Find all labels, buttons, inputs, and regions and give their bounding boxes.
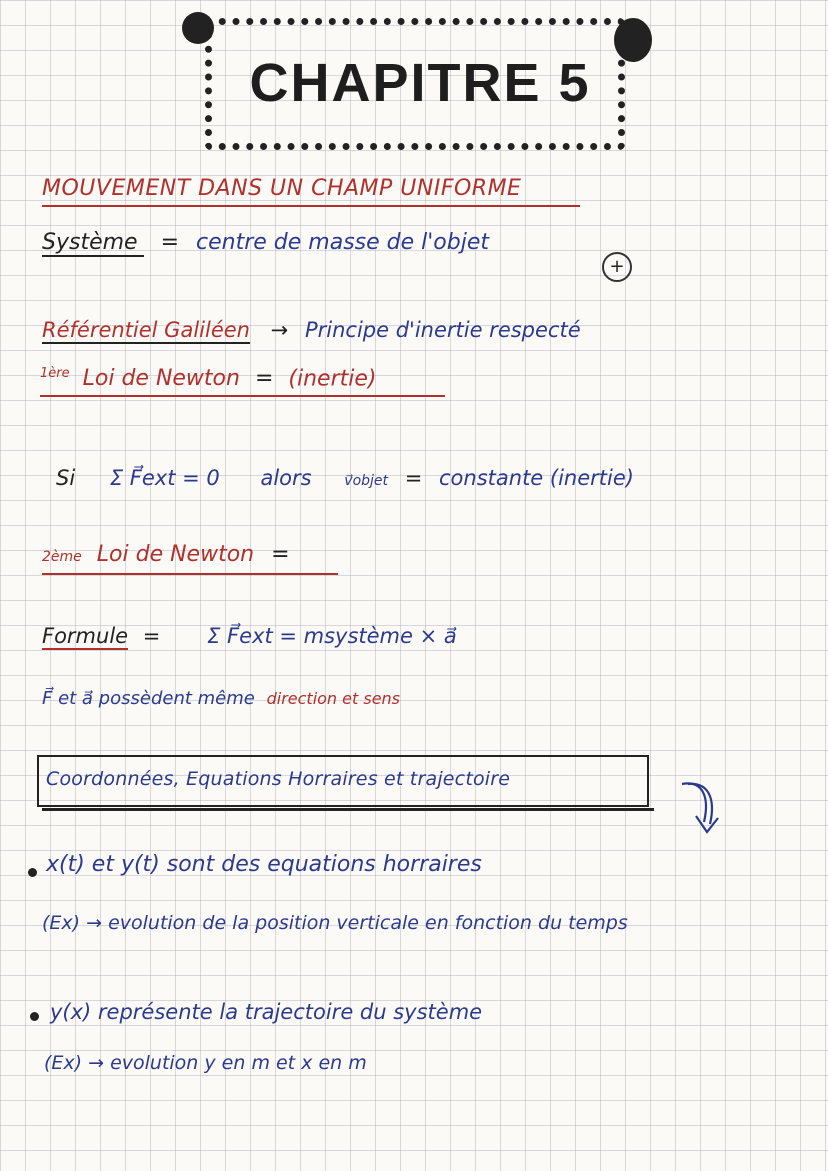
systeme-text: centre de masse de l'objet: [196, 230, 489, 255]
loi1-text: (inertie): [288, 366, 377, 392]
referentiel-text: Principe d'inertie respecté: [304, 318, 581, 342]
loi2-label: Loi de Newton: [96, 542, 255, 567]
curved-arrow-icon: [678, 778, 724, 838]
si-alors: alors: [260, 466, 312, 490]
referentiel-label: Référentiel Galiléen: [42, 318, 250, 342]
loi2-eq: =: [271, 542, 290, 567]
formule-expr: Σ F⃗ext = msystème × a⃗: [207, 624, 457, 648]
formule-eq: =: [142, 624, 161, 648]
title-frame-dot-left: [182, 12, 214, 44]
loi1-line: [40, 366, 445, 397]
formule-line: [42, 624, 457, 648]
referentiel-line: [42, 318, 581, 342]
loi2-sup: 2ème: [42, 549, 82, 565]
bullet-dot-2: [30, 1012, 39, 1021]
loi1-eq: =: [254, 366, 274, 392]
main-heading: [42, 176, 580, 207]
referentiel-arrow: →: [270, 318, 289, 342]
section-box-underline: [42, 808, 654, 811]
plus-circle-icon: +: [602, 252, 632, 282]
si-sum: Σ F⃗ext = 0: [109, 466, 220, 490]
title-frame-dot-right: [614, 18, 652, 62]
bullet2-text: y(x) représente la trajectoire du système: [50, 1000, 483, 1024]
bullet1-text: x(t) et y(t) sont des equations horraires: [46, 852, 482, 877]
bullet2-example: (Ex) → evolution y en m et x en m: [44, 1052, 367, 1074]
note-fa-red: direction et sens: [266, 689, 401, 708]
loi1-sup: 1ère: [40, 366, 70, 381]
loi2-line: [42, 542, 338, 575]
note-fa-start: F⃗ et a⃗ possèdent même: [42, 688, 255, 709]
si-word: Si: [56, 466, 76, 490]
bullet1-example: (Ex) → evolution de la position verticale en fonction du temps: [42, 912, 628, 934]
si-text: constante (inertie): [439, 466, 634, 490]
bullet-dot-1: [28, 868, 37, 877]
si-v: v⃗objet: [344, 473, 389, 489]
loi1-label: Loi de Newton: [82, 366, 240, 392]
systeme-eq: =: [160, 230, 180, 255]
chapter-title: CHAPITRE 5: [249, 53, 591, 113]
main-heading-text: MOUVEMENT DANS UN CHAMP UNIFORME: [42, 176, 522, 201]
formule-label: Formule: [42, 624, 129, 648]
si-line: [56, 466, 634, 490]
systeme-label: Système: [42, 230, 144, 257]
note-fa-line: [42, 688, 400, 709]
section-title: Coordonnées, Equations Horraires et trajectoire: [46, 768, 511, 790]
systeme-line: [42, 230, 489, 255]
si-eq: =: [404, 466, 423, 490]
